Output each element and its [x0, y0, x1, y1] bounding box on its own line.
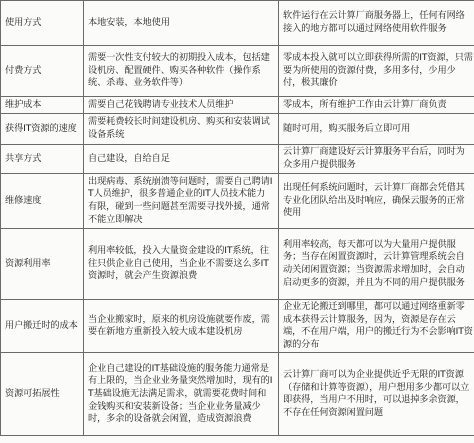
- feature-cell: 资源可拓展性: [1, 353, 84, 436]
- self-built-cell: 需要一次性支付较大的初期投入成本，包括建设机房、配置硬件、购买各种软件（操作系统、杀毒、业务软件等）: [84, 46, 279, 97]
- table-row-header: [1, 1, 474, 46]
- self-built-cell: 自己建设，自给自足: [84, 145, 279, 174]
- table-row: [1, 174, 474, 229]
- feature-cell: 用户搬迁时的成本: [1, 300, 84, 353]
- self-built-cell: 出现病毒、系统崩溃等问题时，需要自己聘请IT人员维护，很多普通企业的IT人员技术能力有限，碰到一些问题甚至需要寻找外援，通常不能立即解决: [84, 174, 279, 229]
- feature-cell: 使用方式: [1, 1, 84, 46]
- self-built-cell: 当企业搬家时，原来的机房设施就要作废，需要在新地方重新投入较大成本建设机房: [84, 300, 279, 353]
- table-row: [1, 229, 474, 300]
- table-row: [1, 145, 474, 174]
- feature-cell: 维护成本: [1, 97, 84, 114]
- cloud-cell: 云计算厂商建设好云计算服务平台后，同时为众多用户提供服务: [279, 145, 474, 174]
- table-row: [1, 353, 474, 436]
- feature-cell: 维修速度: [1, 174, 84, 229]
- table-row: [1, 46, 474, 97]
- feature-cell: 付费方式: [1, 46, 84, 97]
- self-built-cell: 利用率较低，投入大量资金建设的IT系统，往往只供企业自己使用，当企业不需要这么多IT资源时，就会产生资源浪费: [84, 229, 279, 300]
- table-row: [1, 114, 474, 145]
- self-built-cell: 本地安装，本地使用: [84, 1, 279, 46]
- cloud-cell: 零成本，所有维护工作由云计算厂商负责: [279, 97, 474, 114]
- self-built-cell: 需要自己花钱聘请专业技术人员维护: [84, 97, 279, 114]
- feature-cell: 获得IT资源的速度: [1, 114, 84, 145]
- table-row: [1, 300, 474, 353]
- cloud-cell: 利用率较高，每天都可以为大量用户提供服务；当存在闲置资源时，云计算管理系统会自动关闭闲置资源；当资源需求增加时，会自动启动更多的资源，并且为不同的用户提供服务: [279, 229, 474, 300]
- table-row: [1, 97, 474, 114]
- self-built-cell: 企业自己建设的IT基础设施的服务能力通常是有上限的，当企业业务量突然增加时，现有的IT基础设施无法满足需求，就需要花费时间和金钱购买和安装新设备；当企业业务量减少时，多余的设备就会闲置，造成资源浪费: [84, 353, 279, 436]
- self-built-cell: 需要耗费较长时间建设机房、购买和安装调试设备系统: [84, 114, 279, 145]
- feature-cell: 资源利用率: [1, 229, 84, 300]
- feature-cell: 共享方式: [1, 145, 84, 174]
- cloud-cell: 零成本投入就可以立即获得所需的IT资源，只需要为所使用的资源付费，多用多付，少用少付，极其廉价: [279, 46, 474, 97]
- cloud-cell: 软件运行在云计算厂商服务器上，任何有网络接入的地方都可以通过网络使用软件服务: [279, 1, 474, 46]
- cloud-cell: 随时可用，购买服务后立即可用: [279, 114, 474, 145]
- cloud-cell: 企业无论搬迁到哪里，都可以通过网络重新零成本获得云计算服务，因为，资源是存在云端，不在用户端，用户的搬迁行为不会影响IT资源的分布: [279, 300, 474, 353]
- cloud-cell: 云计算厂商可以为企业提供近乎无限的IT资源（存储和计算等资源），用户想用多少都可以立即获得，当用户不用时，可以退掉多余资源，不存在任何资源闲置问题: [279, 353, 474, 436]
- cloud-cell: 出现任何系统问题时，云计算厂商都会凭借其专业化团队给出及时响应，确保云服务的正常使用: [279, 174, 474, 229]
